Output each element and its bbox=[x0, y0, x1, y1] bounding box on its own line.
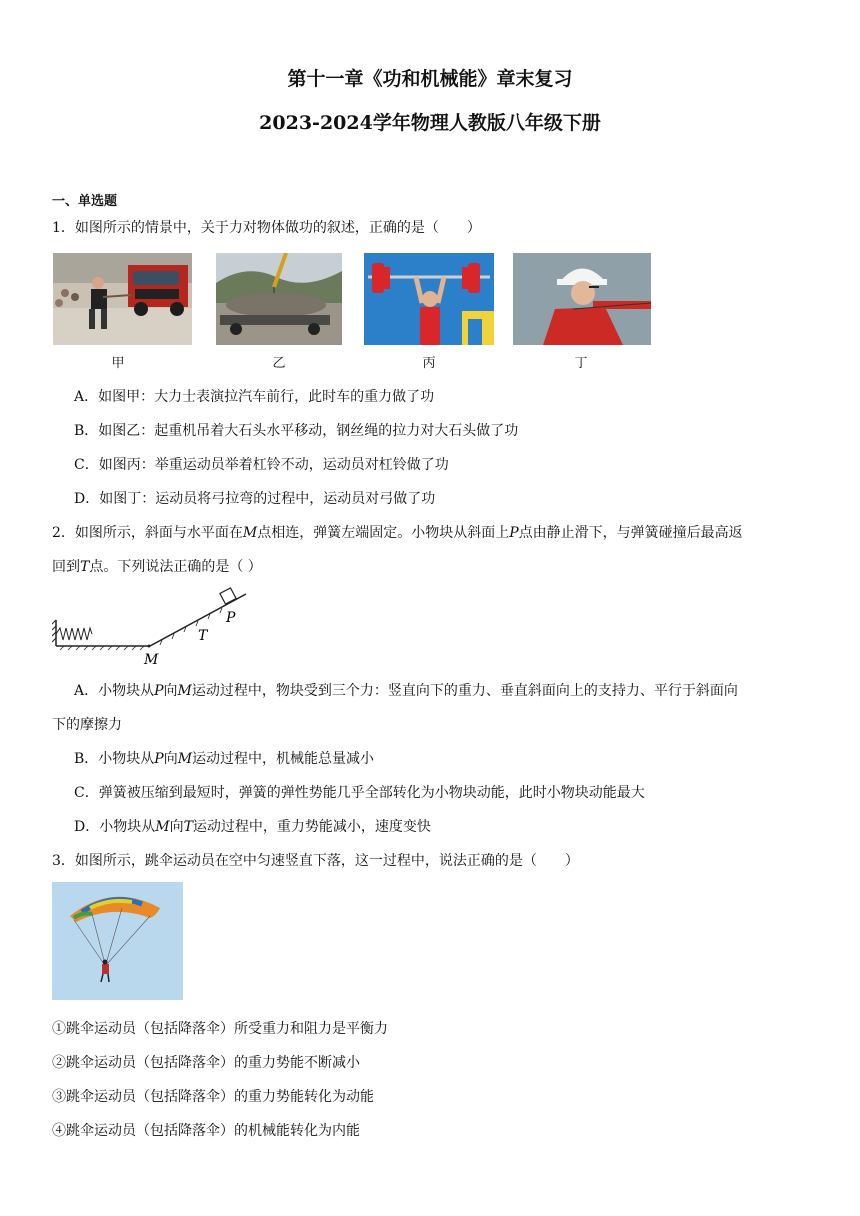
q1-option-b: B．如图乙：起重机吊着大石头水平移动，钢丝绳的拉力对大石头做了功 bbox=[74, 423, 519, 439]
q2-option-d: D．小物块从M向T运动过程中，重力势能减小，速度变快 bbox=[74, 819, 431, 835]
document-title: 第十一章《功和机械能》章末复习 bbox=[287, 68, 573, 90]
q2-diagram-label-t: T bbox=[198, 628, 208, 644]
q1-caption-yi: 乙 bbox=[272, 356, 286, 371]
q2-diagram bbox=[52, 584, 252, 670]
q1-caption-jia: 甲 bbox=[111, 356, 125, 371]
section-title: 一、单选题 bbox=[52, 194, 118, 209]
q1-option-d: D．如图丁：运动员将弓拉弯的过程中，运动员对弓做了功 bbox=[74, 491, 436, 507]
q3-statement-4: ④跳伞运动员（包括降落伞）的机械能转化为内能 bbox=[52, 1123, 360, 1139]
q2-option-a-continued: 下的摩擦力 bbox=[52, 717, 122, 733]
q2-stem-line1: 2．如图所示，斜面与水平面在M点相连，弹簧左端固定。小物块从斜面上P点由静止滑下，与弹簧碰撞后最高返 bbox=[52, 525, 743, 541]
q2-diagram-label-m: M bbox=[144, 652, 159, 668]
q3-statement-2: ②跳伞运动员（包括降落伞）的重力势能不断减小 bbox=[52, 1055, 360, 1071]
q1-caption-bing: 丙 bbox=[422, 356, 436, 371]
q1-caption-ding: 丁 bbox=[574, 356, 588, 371]
q1-option-a: A．如图甲：大力士表演拉汽车前行，此时车的重力做了功 bbox=[74, 389, 435, 405]
q1-photo-bing bbox=[364, 253, 494, 345]
q1-photo-ding bbox=[513, 253, 651, 345]
q1-photo-yi bbox=[216, 253, 342, 345]
q2-option-b: B．小物块从P向M运动过程中，机械能总量减小 bbox=[74, 751, 375, 767]
document-subtitle: 2023-2024学年物理人教版八年级下册 bbox=[259, 112, 601, 134]
q3-stem: 3．如图所示，跳伞运动员在空中匀速竖直下落，这一过程中，说法正确的是（ ） bbox=[52, 853, 579, 869]
q2-option-c: C．弹簧被压缩到最短时，弹簧的弹性势能几乎全部转化为小物块动能，此时小物块动能最大 bbox=[74, 785, 645, 801]
q1-photo-jia bbox=[53, 253, 192, 345]
q1-stem: 1．如图所示的情景中，关于力对物体做功的叙述，正确的是（ ） bbox=[52, 220, 481, 236]
q2-stem-line2: 回到T点。下列说法正确的是（ ） bbox=[52, 559, 262, 575]
q1-option-c: C．如图丙：举重运动员举着杠铃不动，运动员对杠铃做了功 bbox=[74, 457, 449, 473]
q2-diagram-label-p: P bbox=[226, 610, 236, 626]
q3-statement-3: ③跳伞运动员（包括降落伞）的重力势能转化为动能 bbox=[52, 1089, 374, 1105]
q3-statement-1: ①跳伞运动员（包括降落伞）所受重力和阻力是平衡力 bbox=[52, 1021, 388, 1037]
q2-option-a: A．小物块从P向M运动过程中，物块受到三个力：竖直向下的重力、垂直斜面向上的支持力、平行于斜面向 bbox=[74, 683, 738, 699]
q3-photo-parachute bbox=[52, 882, 183, 1000]
